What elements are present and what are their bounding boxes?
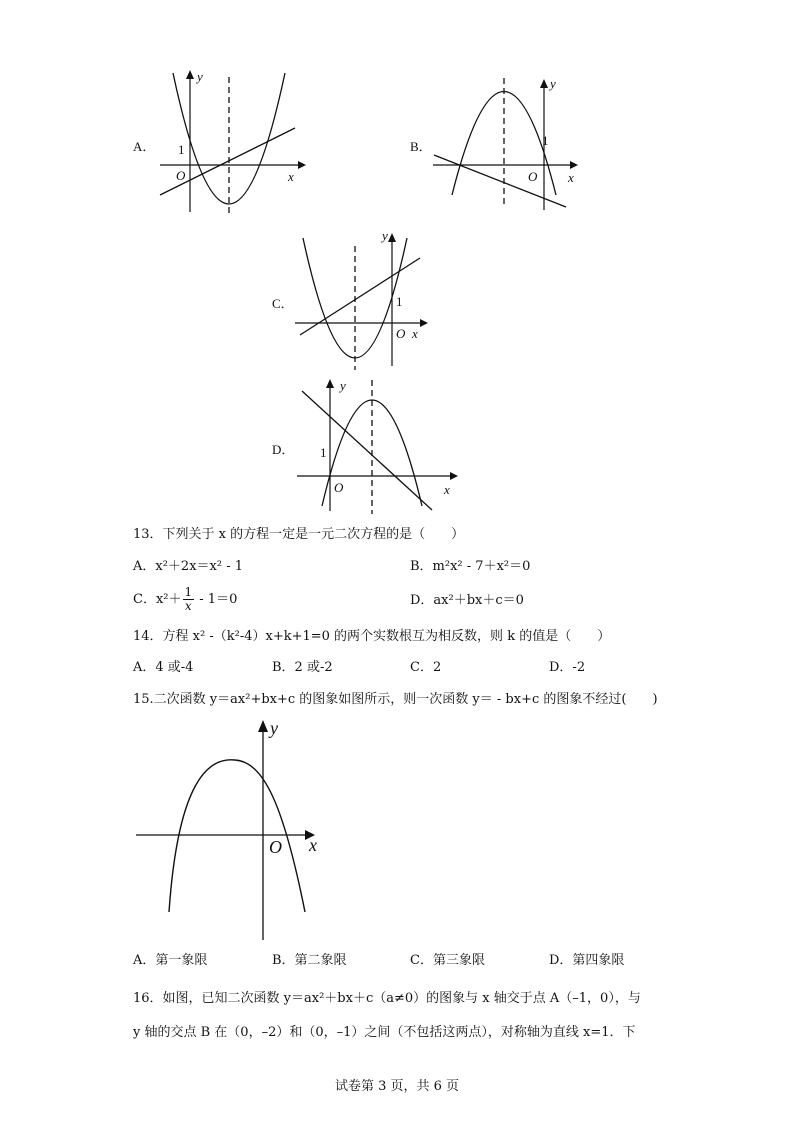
fraction-denominator: x (184, 599, 192, 613)
q13-option-b: B．m²x² - 7＋x²＝0 (410, 559, 531, 574)
x-axis-label: x (412, 326, 418, 341)
fraction-numerator: 1 (184, 585, 193, 599)
linear-function (434, 155, 566, 207)
y-axis-arrow (258, 720, 268, 732)
graph-option-c (290, 228, 440, 373)
fraction (183, 586, 195, 613)
q13-option-d: D．ax²＋bx＋c＝0 (410, 593, 524, 608)
intercept-one: 1 (320, 445, 327, 460)
intercept-one: 1 (178, 142, 185, 157)
q13-option-a: A．x²＋2x＝x² - 1 (133, 559, 244, 574)
q15-option-d: D．第四象限 (549, 953, 625, 968)
graph-option-b (428, 70, 588, 220)
x-axis-arrow (420, 319, 428, 327)
q16-line-1: 16．如图，已知二次函数 y＝ax²＋bx＋c（a≠0）的图象与 x 轴交于点 A（–1，0），与 (133, 991, 641, 1006)
q14-option-d: D．-2 (549, 660, 586, 675)
option-d-label: D． (272, 442, 295, 457)
x-axis-arrow (570, 161, 578, 169)
origin-label: O (176, 168, 186, 183)
y-axis-arrow (186, 70, 194, 79)
q16-line-2: y 轴的交点 B 在（0，–2）和（0，–1）之间（不包括这两点），对称轴为直线 x=1．下 (133, 1025, 636, 1040)
q13-stem: 13．下列关于 x 的方程一定是一元二次方程的是（ ） (133, 527, 465, 542)
x-axis-label: x (568, 170, 574, 185)
q15-option-c: C．第三象限 (410, 953, 485, 968)
graph-option-a (150, 65, 320, 220)
q13-option-c-head: C．x²＋ (133, 592, 182, 607)
q15-stem: 15.二次函数 y＝ax²+bx+c 的图象如图所示，则一次函数 y＝ - bx+c 的图象不经过( ) (133, 692, 658, 707)
parabola (169, 760, 305, 912)
y-axis-arrow (388, 233, 396, 242)
x-axis-label: x (444, 482, 450, 497)
option-a-label: A． (133, 139, 156, 154)
origin-label: O (396, 326, 406, 341)
y-axis-arrow (540, 79, 548, 88)
graph-q15 (133, 712, 333, 947)
q14-option-b: B．2 或-2 (272, 660, 333, 675)
intercept-one: 1 (542, 133, 549, 148)
origin-label: O (528, 169, 538, 184)
y-axis-label: y (270, 718, 278, 738)
q14-option-a: A．4 或-4 (133, 660, 194, 675)
origin-label: O (269, 837, 282, 857)
q13-option-c-tail: - 1＝0 (195, 592, 238, 607)
q14-option-c: C．2 (410, 660, 442, 675)
page-footer: 试卷第 3 页，共 6 页 (334, 1079, 460, 1094)
linear-function (160, 128, 295, 195)
y-axis-arrow (326, 379, 334, 388)
q14-stem: 14．方程 x² -（k²-4）x+k+1=0 的两个实数根互为相反数，则 k 的值是（ ） (133, 629, 611, 644)
q15-option-a: A．第一象限 (133, 953, 208, 968)
intercept-one: 1 (396, 294, 403, 309)
graph-option-d (292, 376, 467, 516)
q13-option-c (133, 586, 237, 613)
y-axis-label: y (550, 76, 556, 91)
origin-label: O (334, 480, 344, 495)
x-axis-arrow (298, 161, 306, 169)
y-axis-label: y (197, 69, 203, 84)
y-axis-label: y (340, 378, 346, 393)
option-b-label: B． (410, 139, 432, 154)
x-axis-label: x (309, 835, 317, 855)
x-axis-arrow (450, 472, 458, 480)
y-axis-label: y (382, 228, 388, 243)
x-axis-label: x (288, 169, 294, 184)
option-c-label: C． (272, 296, 294, 311)
q15-option-b: B．第二象限 (272, 953, 347, 968)
